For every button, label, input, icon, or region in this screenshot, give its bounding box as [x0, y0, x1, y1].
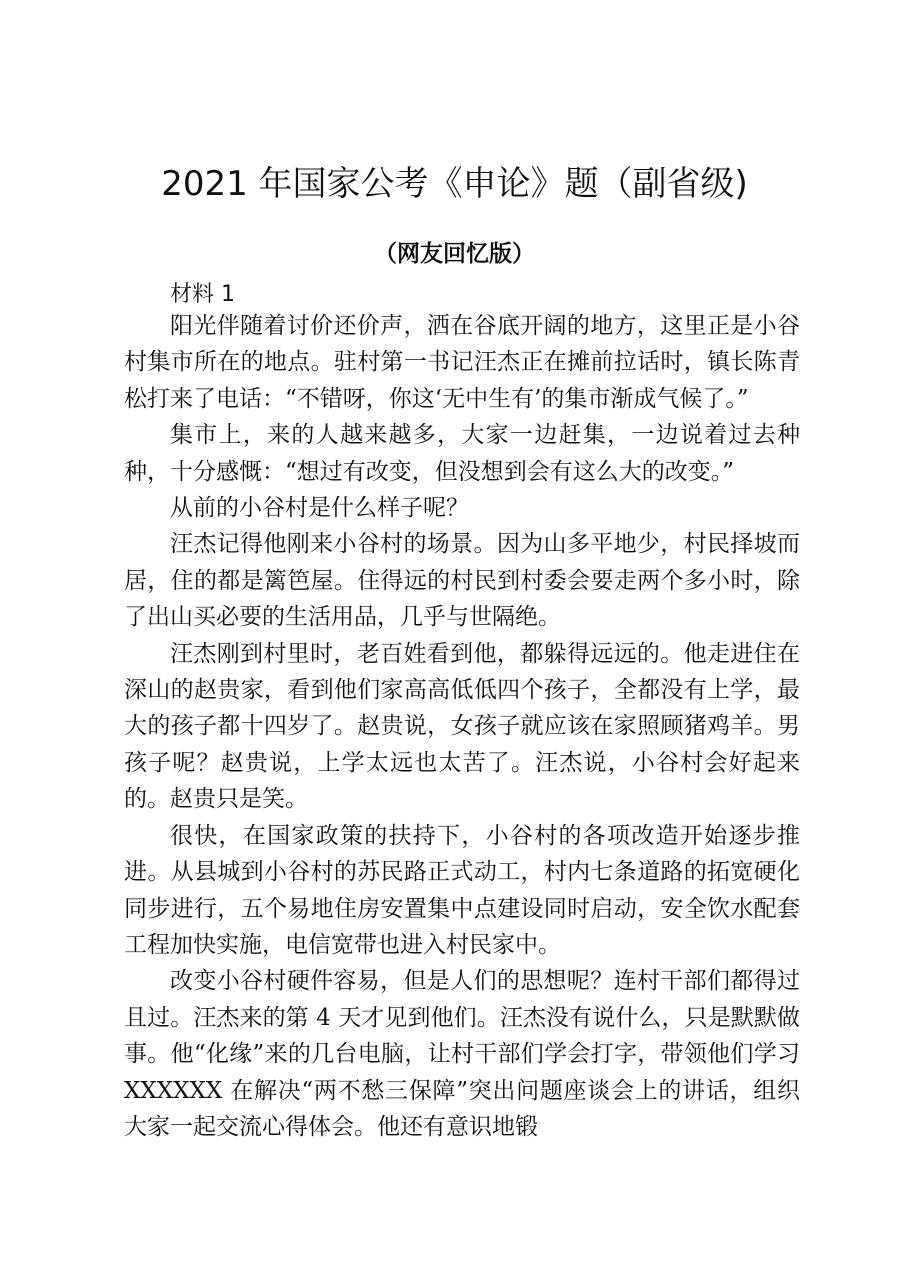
paragraph: 很快，在国家政策的扶持下，小谷村的各项改造开始逐步推进。从县城到小谷村的苏民路正式动工，村内七条道路的拓宽硬化同步进行，五个易地住房安置集中点建设同时启动，安全饮水配套工程加快实施，电信宽带也进入村民家中。: [124, 822, 800, 958]
paragraph: 从前的小谷村是什么样子呢？: [170, 495, 469, 522]
section-heading: 材料 1: [170, 282, 235, 307]
paragraph: 汪杰记得他刚来小谷村的场景。因为山多平地少，村民择坡而居，住的都是篱笆屋。住得远的村民到村委会要走两个多小时，除了出山买必要的生活用品，几乎与世隔绝。: [124, 531, 800, 631]
paragraph: 集市上，来的人越来越多，大家一边赶集，一边说着过去种种，十分感慨：“想过有改变，但没想到会有这么大的改变。”: [124, 422, 800, 485]
document-body: [124, 308, 800, 1145]
paragraph: 阳光伴随着讨价还价声，洒在谷底开阔的地方，这里正是小谷村集市所在的地点。驻村第一书记汪杰正在摊前拉话时，镇长陈青松打来了电话：“不错呀，你这‘无中生有’的集市渐成气候了。”: [124, 313, 800, 412]
paragraph: 汪杰刚到村里时，老百姓看到他，都躲得远远的。他走进住在深山的赵贵家，看到他们家高高低低四个孩子，全都没有上学，最大的孩子都十四岁了。赵贵说，女孩子就应该在家照顾猪鸡羊。男孩子呢？赵贵说，上学太远也太苦了。汪杰说，小谷村会好起来的。赵贵只是笑。: [124, 640, 800, 813]
paragraph: 改变小谷村硬件容易，但是人们的思想呢？连村干部们都得过且过。汪杰来的第 4 天才见到他们。汪杰没有说什么，只是默默做事。他“化缘”来的几台电脑，让村干部们学会打字，带领他们学习 XXXXXX 在解决“两不愁三保障”突出问题座谈会上的讲话，组织大家一起交流心得体会。他还有意识地锻: [124, 968, 800, 1140]
document-subtitle: （网友回忆版）: [374, 240, 535, 267]
document-title: 2021 年国家公考《申论》题（副省级): [161, 164, 748, 204]
